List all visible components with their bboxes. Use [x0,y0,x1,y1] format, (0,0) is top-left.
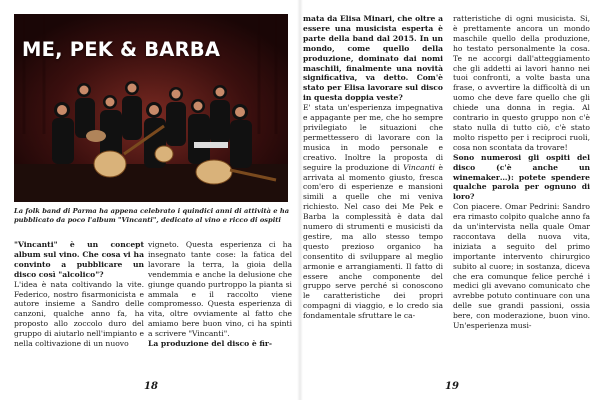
left-page-column-2 [148,240,292,349]
interview-answer: L'idea è nata coltivando la vite. Federico, nostro fisarmonicista e autore insieme a Sandro delle canzoni, qualche anno fa, ha proposto allo zoccolo duro del gruppo di aiutarlo nell'impianto e nella coltivazione di un nuovo [14,279,144,349]
right-page-column-2 [453,14,590,331]
article-title: ME, PEK & BARBA [22,38,221,61]
interview-question: Sono numerosi gli ospiti del disco (c'è anche un winemaker…): potete spendere qualche parola per ognuno di loro? [453,152,590,202]
photo-caption: La folk band di Parma ha appena celebrato i quindici anni di attività e ha pubblicato da poco l'album "Vincanti", dedicato al vino e ricco di ospiti [14,207,290,224]
interview-answer: ratteristiche di ogni musicista. Si, è prettamente ancora un mondo maschile quello della produzione, ho testato personalmente la cosa. Te ne accorgi dall'atteggiamento che gli addetti ai lavori hanno nei tuoi confronti, a volte basta una frase, o avvertire la difficoltà di un uomo che deve fare quello che gli chiede una donna in regia. Al contrario in questo gruppo non c'è stato nulla di tutto ciò, c'è stato molto rispetto per i reciproci ruoli, cosa non scontata da trovare! [453,14,590,152]
interview-question: mata da Elisa Minari, che oltre a essere una musicista esperta è parte della band dal 2015. In un mondo, come quello della produzione, dominato dai nomi maschili, finalmente una novità significativa, va detto. Com'è stato per Elisa lavorare sul disco in questa doppia veste? [303,14,443,103]
interview-answer: E' stata un'esperienza impegnativa e appagante per me, che ho sempre privilegiato le situazioni che permettessero di lavorare con la musica in modo personale e creativo. Inoltre la proposta di seguire la produzione di Vincanti è arrivata al momento giusto, fresca com'ero di esperienze e mansioni simili a quelle che mi veniva richiesto. Nel caso dei Me Pek e Barba la complessità è data dal numero di strumenti e musicisti da gestire, ma allo stesso tempo questo prezioso organico ha consentito di sviluppare al meglio armonie e arrangiamenti. Il fatto di essere anche componente del gruppo serve perché si conoscono le caratteristiche dei propri compagni di viaggio, e lo credo sia fondamentale sfruttare le ca- [303,103,443,321]
interview-question: "Vincanti" è un concept album sul vino. Che cosa vi ha convinto a pubblicare un disco così "alcolico"? [14,240,144,279]
interview-answer: vigneto. Questa esperienza ci ha insegnato tante cose: la fatica del lavorare la terra, la gioia della vendemmia e anche la delusione che giunge quando purtroppo la pianta si ammala e il raccolto viene compromesso. Questa esperienza di vita, oltre ovviamente al fatto che amiamo bere buon vino, ci ha spinti a scrivere "Vincanti". [148,240,292,339]
page-number-left: 18 [144,381,158,392]
left-page-column-1 [14,240,144,349]
right-page-column-1 [303,14,443,321]
interview-question: La produzione del disco è fir- [148,339,272,349]
album-title: Vincanti [403,162,435,172]
interview-answer: Con piacere. Omar Pedrini: Sandro era rimasto colpito qualche anno fa da un'intervista nella quale Omar raccontava della nuova vita, iniziata a seguito del primo importante intervento chirurgico subito al cuore; in sostanza, diceva che era comunque felice perché i medici gli avevano comunicato che avrebbe potuto continuare con una delle sue grandi passioni, ossia bere, con moderazione, buon vino. Un'esperienza musi- [453,202,590,331]
page-number-right: 19 [445,381,459,392]
band-photo [14,14,288,202]
